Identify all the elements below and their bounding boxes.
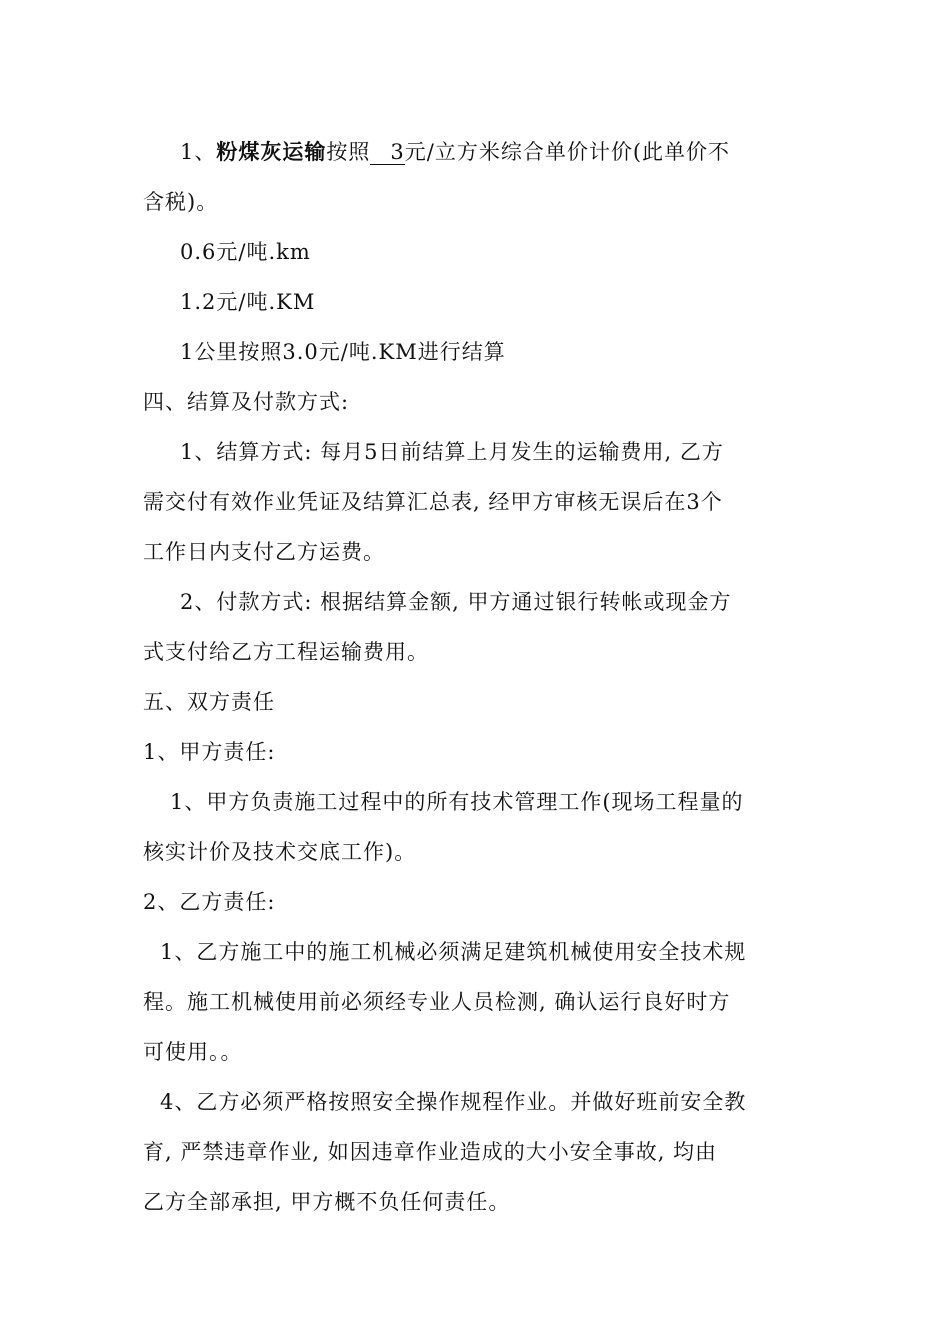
section-heading-responsibilities: 五、双方责任 [143,690,275,714]
subheading-party-a: 1、甲方责任: [143,740,276,764]
paragraph-line: 工作日内支付乙方运费。 [143,540,385,564]
section-heading-settlement: 四、结算及付款方式: [143,390,350,414]
clause-subject: 粉煤灰运输 [216,139,327,164]
rate-line-2: 1.2元/吨.KM [180,290,316,314]
paragraph-line: 需交付有效作业凭证及结算汇总表, 经甲方审核无误后在3个 [143,490,723,514]
paragraph-line: 4、乙方必须严格按照安全操作规程作业。并做好班前安全教 [160,1090,747,1114]
paragraph-line: 程。施工机械使用前必须经专业人员检测, 确认运行良好时方 [143,990,731,1014]
paragraph-line: 式支付给乙方工程运输费用。 [143,640,429,664]
paragraph-line: 核实计价及技术交底工作)。 [143,840,417,864]
paragraph-line: 可使用。。 [143,1040,243,1064]
clause-number: 1、 [180,140,217,164]
clause-text-continued: 元/立方米综合单价计价(此单价不 [404,140,731,164]
subheading-party-b: 2、乙方责任: [143,890,276,914]
paragraph-line: 1、乙方施工中的施工机械必须满足建筑机械使用安全技术规 [160,940,747,964]
unit-price-value: 3 [370,140,404,165]
rate-line-1: 0.6元/吨.km [180,240,311,264]
paragraph-line: 1、结算方式: 每月5日前结算上月发生的运输费用, 乙方 [180,440,724,464]
paragraph-line: 含税)。 [143,190,219,214]
clause-text: 按照 [326,140,371,164]
paragraph-line: 2、付款方式: 根据结算金额, 甲方通过银行转帐或现金方 [180,590,732,614]
paragraph-line: 乙方全部承担, 甲方概不负任何责任。 [143,1190,511,1214]
paragraph-line: 1、甲方负责施工过程中的所有技术管理工作(现场工程量的 [170,790,744,814]
paragraph-line: 育, 严禁违章作业, 如因违章作业造成的大小安全事故, 均由 [143,1140,718,1164]
clause-coal-ash-price [180,138,950,166]
rate-line-3: 1公里按照3.0元/吨.KM进行结算 [180,340,506,364]
